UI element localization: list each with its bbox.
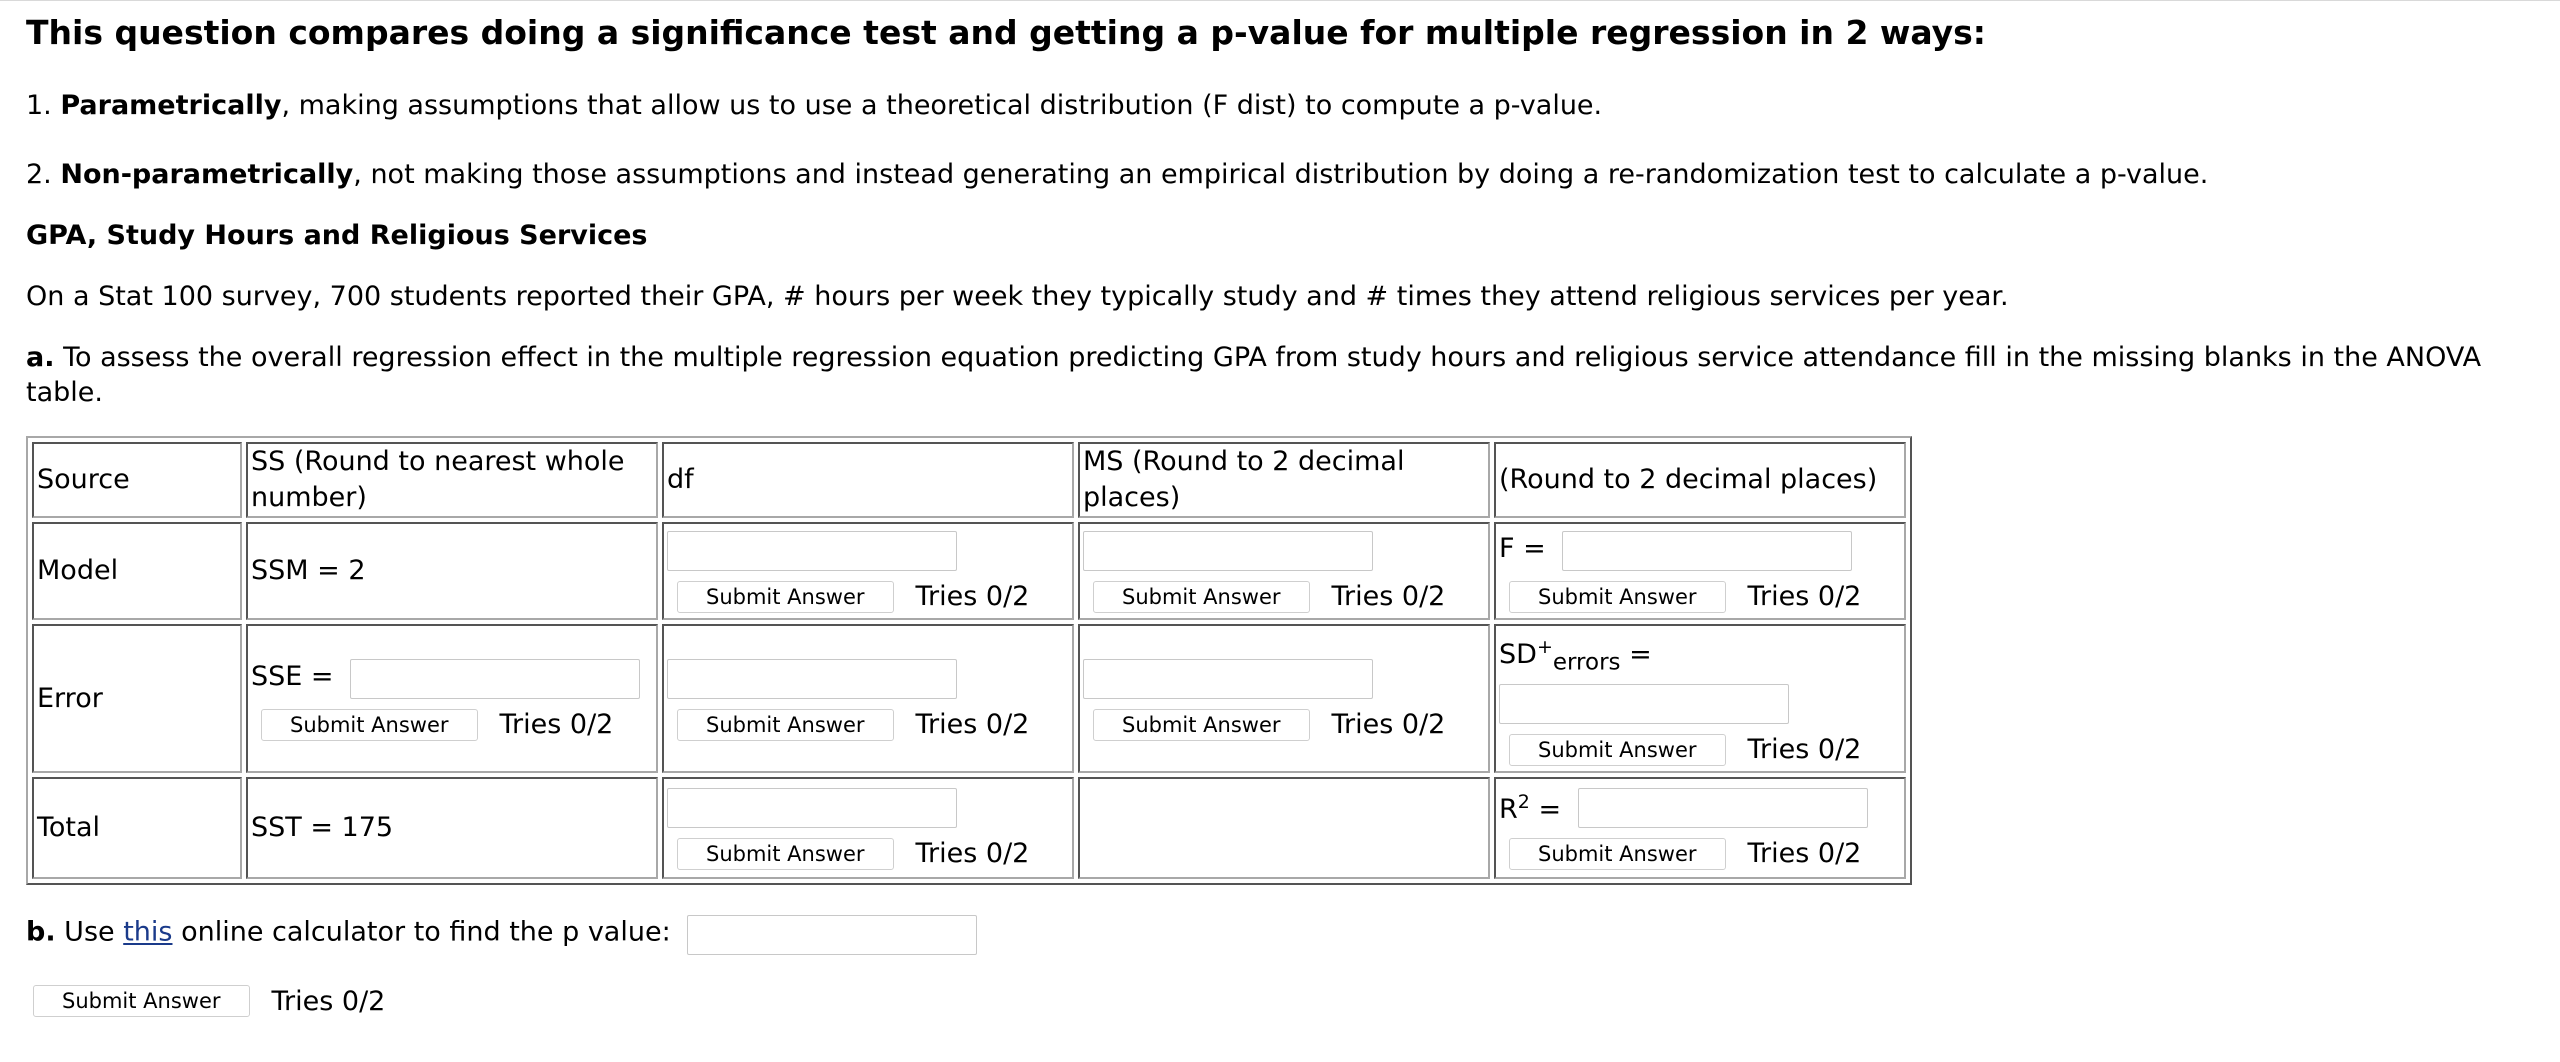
item-text: , not making those assumptions and instead generating an empirical distribution by doing a re-randomization test to calculate a p-value. xyxy=(353,159,2209,190)
p-value-submit-row xyxy=(33,985,2536,1017)
item-number: 2. xyxy=(26,159,52,190)
sd-sup: + xyxy=(1536,635,1553,658)
sd-text: SD xyxy=(1499,638,1537,670)
error-ms-submit-button[interactable]: Submit Answer xyxy=(1093,709,1310,741)
f-stat-tries: Tries 0/2 xyxy=(1747,581,1862,612)
r-sup: 2 xyxy=(1517,791,1530,813)
r-squared-input[interactable] xyxy=(1578,788,1868,828)
question-heading: This question compares doing a significance test and getting a p-value for multiple regression in 2 ways: xyxy=(26,13,1987,52)
sd-errors-submit-button[interactable]: Submit Answer xyxy=(1509,734,1726,766)
model-ss: SSM = 2 xyxy=(246,522,658,620)
sse-input[interactable] xyxy=(350,659,640,699)
sd-sub: errors xyxy=(1552,649,1621,676)
sse-submit-button[interactable]: Submit Answer xyxy=(261,709,478,741)
total-df-submit-button[interactable]: Submit Answer xyxy=(677,838,894,870)
section-title xyxy=(26,218,2536,254)
error-source: Error xyxy=(32,624,242,773)
r-squared-label xyxy=(1499,784,1561,828)
header-ms: MS (Round to 2 decimal places) xyxy=(1078,442,1490,518)
header-source: Source xyxy=(32,442,242,518)
error-df-submit-button[interactable]: Submit Answer xyxy=(677,709,894,741)
table-header-row xyxy=(32,442,1906,518)
part-b-label: b. xyxy=(26,916,56,948)
item-term: Non-parametrically xyxy=(60,159,354,190)
total-df-input[interactable] xyxy=(667,788,957,828)
sd-errors-tries: Tries 0/2 xyxy=(1747,734,1862,766)
item-parametric xyxy=(26,88,2536,124)
total-df-submit-row xyxy=(677,836,1069,872)
item-term: Parametrically xyxy=(60,90,282,121)
model-ms-submit-row xyxy=(1093,579,1485,615)
error-df-cell xyxy=(662,624,1074,773)
sd-errors-label xyxy=(1499,629,1901,680)
sse-submit-row xyxy=(261,707,653,743)
error-ms-submit-row xyxy=(1093,707,1485,743)
f-stat-cell xyxy=(1494,522,1906,620)
f-stat-submit-row xyxy=(1509,579,1901,615)
sd-eq: = xyxy=(1620,638,1652,670)
error-df-input[interactable] xyxy=(667,659,957,699)
r-squared-submit-button[interactable]: Submit Answer xyxy=(1509,838,1726,870)
table-row-total xyxy=(32,777,1906,879)
r-text: R xyxy=(1499,794,1518,825)
r-squared-tries: Tries 0/2 xyxy=(1747,838,1862,869)
f-stat-submit-button[interactable]: Submit Answer xyxy=(1509,581,1726,613)
total-df-cell xyxy=(662,777,1074,879)
f-label: F = xyxy=(1499,533,1546,564)
table-row-error xyxy=(32,624,1906,773)
table-row-model xyxy=(32,522,1906,620)
f-stat-input[interactable] xyxy=(1562,531,1852,571)
anova-table xyxy=(26,436,1912,885)
section-title-text: GPA, Study Hours and Religious Services xyxy=(26,220,648,251)
model-ms-tries: Tries 0/2 xyxy=(1331,581,1446,612)
part-a-prompt xyxy=(26,340,2536,410)
sse-tries: Tries 0/2 xyxy=(499,708,614,740)
error-df-tries: Tries 0/2 xyxy=(915,708,1030,740)
intro-text: On a Stat 100 survey, 700 students reported their GPA, # hours per week they typically study and # times they attend religious services per year. xyxy=(26,281,2009,312)
total-ss: SST = 175 xyxy=(246,777,658,879)
part-b-text-after: online calculator to find the p value: xyxy=(172,916,671,948)
part-a-label: a. xyxy=(26,342,55,373)
error-ms-tries: Tries 0/2 xyxy=(1331,708,1446,740)
model-df-cell xyxy=(662,522,1074,620)
part-b-text-before: Use xyxy=(55,916,124,948)
header-df: df xyxy=(662,442,1074,518)
r-eq: = xyxy=(1529,794,1562,825)
error-df-submit-row xyxy=(677,707,1069,743)
model-df-submit-button[interactable]: Submit Answer xyxy=(677,581,894,613)
sd-errors-cell xyxy=(1494,624,1906,773)
item-nonparametric xyxy=(26,157,2536,193)
total-source: Total xyxy=(32,777,242,879)
part-b-prompt xyxy=(26,911,2536,955)
header-ss: SS (Round to nearest whole number) xyxy=(246,442,658,518)
p-value-tries: Tries 0/2 xyxy=(271,985,386,1017)
total-df-tries: Tries 0/2 xyxy=(915,838,1030,869)
total-ms-cell xyxy=(1078,777,1490,879)
r-squared-cell xyxy=(1494,777,1906,879)
model-ms-input[interactable] xyxy=(1083,531,1373,571)
header-stat: (Round to 2 decimal places) xyxy=(1494,442,1906,518)
calculator-link[interactable]: this xyxy=(123,916,173,948)
error-ms-input[interactable] xyxy=(1083,659,1373,699)
error-ms-cell xyxy=(1078,624,1490,773)
model-source: Model xyxy=(32,522,242,620)
top-divider xyxy=(0,0,2560,1)
model-df-tries: Tries 0/2 xyxy=(915,581,1030,612)
part-a-text: To assess the overall regression effect in the multiple regression equation predicting GPA from study hours and religious service attendance fill in the missing blanks in the ANOVA table. xyxy=(26,342,2482,408)
item-number: 1. xyxy=(26,90,52,121)
sd-errors-input[interactable] xyxy=(1499,684,1789,724)
model-df-submit-row xyxy=(677,579,1069,615)
sse-label: SSE = xyxy=(251,660,334,692)
p-value-input[interactable] xyxy=(687,915,977,955)
question-content xyxy=(26,8,2536,1017)
item-text: , making assumptions that allow us to use a theoretical distribution (F dist) to compute a p-value. xyxy=(281,90,1603,121)
r-squared-submit-row xyxy=(1509,836,1901,872)
model-ms-cell xyxy=(1078,522,1490,620)
model-df-input[interactable] xyxy=(667,531,957,571)
error-ss-cell xyxy=(246,624,658,773)
sd-errors-submit-row xyxy=(1509,732,1901,768)
p-value-submit-button[interactable]: Submit Answer xyxy=(33,985,250,1017)
model-ms-submit-button[interactable]: Submit Answer xyxy=(1093,581,1310,613)
